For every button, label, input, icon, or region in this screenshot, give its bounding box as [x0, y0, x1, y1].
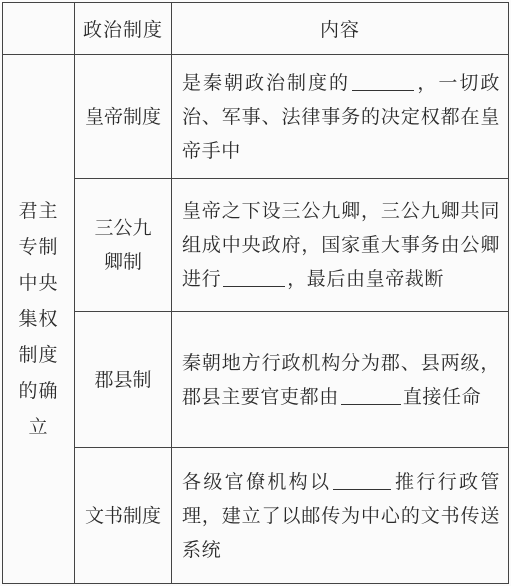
content-text-before: 是秦朝政治制度的: [182, 71, 350, 94]
category-cell: [3, 55, 75, 584]
content-cell: [172, 312, 509, 448]
fill-blank: [352, 70, 414, 91]
content-text-after: ，最后由皇帝裁断: [287, 268, 445, 290]
table-row: [3, 179, 509, 312]
header-system: 政治制度: [75, 3, 172, 55]
system-name: 皇帝制度: [75, 55, 172, 179]
system-name-text: 三公九卿制: [94, 217, 152, 273]
fill-blank: [223, 266, 285, 287]
content-cell: [172, 179, 509, 312]
content-text-after: 推行行政管理，建立了以邮传为中心的文书传送系统: [182, 470, 500, 561]
category-label: 君主专制中央集权制度的确立: [18, 200, 59, 438]
system-name: [75, 179, 172, 312]
table-row: [3, 55, 509, 179]
content-text-before: 秦朝地方行政机构分为郡、县两级，郡县主要官吏都由: [182, 351, 500, 408]
content-cell: [172, 55, 509, 179]
fill-blank: [341, 384, 401, 405]
header-content: 内容: [172, 3, 509, 55]
content-text-before: 各级官僚机构以: [182, 470, 332, 493]
table-header-row: [3, 3, 509, 55]
header-empty-cell: [3, 3, 75, 55]
politics-table: [2, 2, 509, 584]
system-name: 文书制度: [75, 448, 172, 584]
content-text-after: 直接任命: [402, 385, 482, 408]
content-text-after: ，一切政治、军事、法律事务的决定权都在皇帝手中: [182, 71, 500, 162]
content-cell: [172, 448, 509, 584]
system-name: 郡县制: [75, 312, 172, 448]
table-row: [3, 312, 509, 448]
content-text-before: 皇帝之下设三公九卿，三公九卿共同组成中央政府，国家重大事务由公卿进行: [182, 200, 500, 290]
fill-blank: [333, 469, 391, 490]
table-row: [3, 448, 509, 584]
